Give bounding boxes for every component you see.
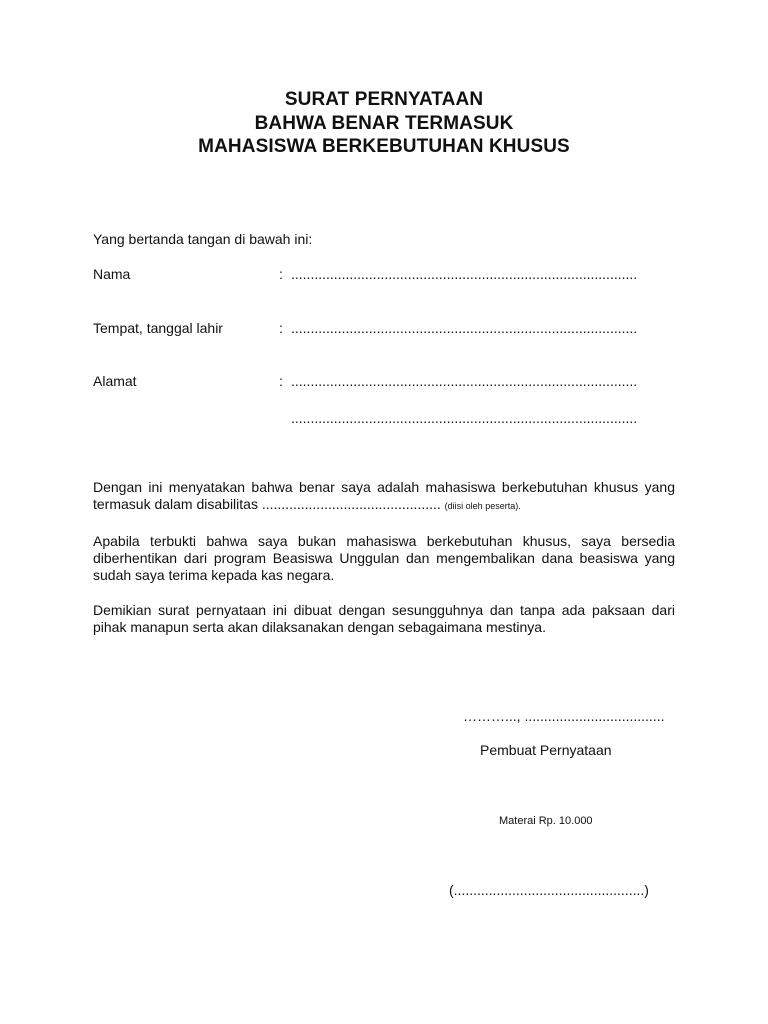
- field-label-nama: Nama: [93, 266, 131, 282]
- field-dots-nama: .........................................................................................: [291, 266, 638, 282]
- field-label-tempat-tanggal-lahir: Tempat, tanggal lahir: [93, 320, 223, 336]
- field-dots-alamat-continuation: .........................................................................................: [291, 410, 638, 426]
- condition-paragraph: Apabila terbukti bahwa saya bukan mahasiswa berkebutuhan khusus, saya bersedia diberhentikan dari program Beasiswa Unggulan dan mengembalikan dana beasiswa yang sudah saya terima kepada kas negara.: [93, 533, 675, 583]
- field-colon-alamat: :: [279, 373, 283, 389]
- signature-place-date: ………..., ....................................: [463, 708, 665, 724]
- field-label-alamat: Alamat: [93, 373, 137, 389]
- field-dots-alamat: .........................................................................................: [291, 373, 638, 389]
- closing-paragraph: Demikian surat pernyataan ini dibuat dengan sesungguhnya dan tanpa ada paksaan dari pihak manapun serta akan dilaksanakan dengan sebagaimana mestinya.: [93, 602, 675, 635]
- field-colon-nama: :: [279, 266, 283, 282]
- statement-note: (diisi oleh peserta).: [444, 501, 521, 511]
- field-dots-tempat-tanggal-lahir: .........................................................................................: [291, 320, 638, 336]
- signature-maker-label: Pembuat Pernyataan: [480, 742, 612, 758]
- document-title-line-1: SURAT PERNYATAAN: [284, 89, 484, 110]
- intro-text: Yang bertanda tangan di bawah ini:: [93, 231, 313, 247]
- document-title-line-2: BAHWA BENAR TERMASUK: [254, 113, 514, 134]
- statement-text: Dengan ini menyatakan bahwa benar saya adalah mahasiswa berkebutuhan khusus yang termasuk dalam disabilitas ..............................................: [93, 479, 675, 512]
- field-colon-tempat-tanggal-lahir: :: [279, 320, 283, 336]
- signature-name-line: (.................................................): [449, 882, 649, 898]
- document-title-line-3: MAHASISWA BERKEBUTUHAN KHUSUS: [198, 136, 570, 157]
- statement-paragraph: [93, 479, 675, 515]
- materai-label: Materai Rp. 10.000: [499, 815, 593, 827]
